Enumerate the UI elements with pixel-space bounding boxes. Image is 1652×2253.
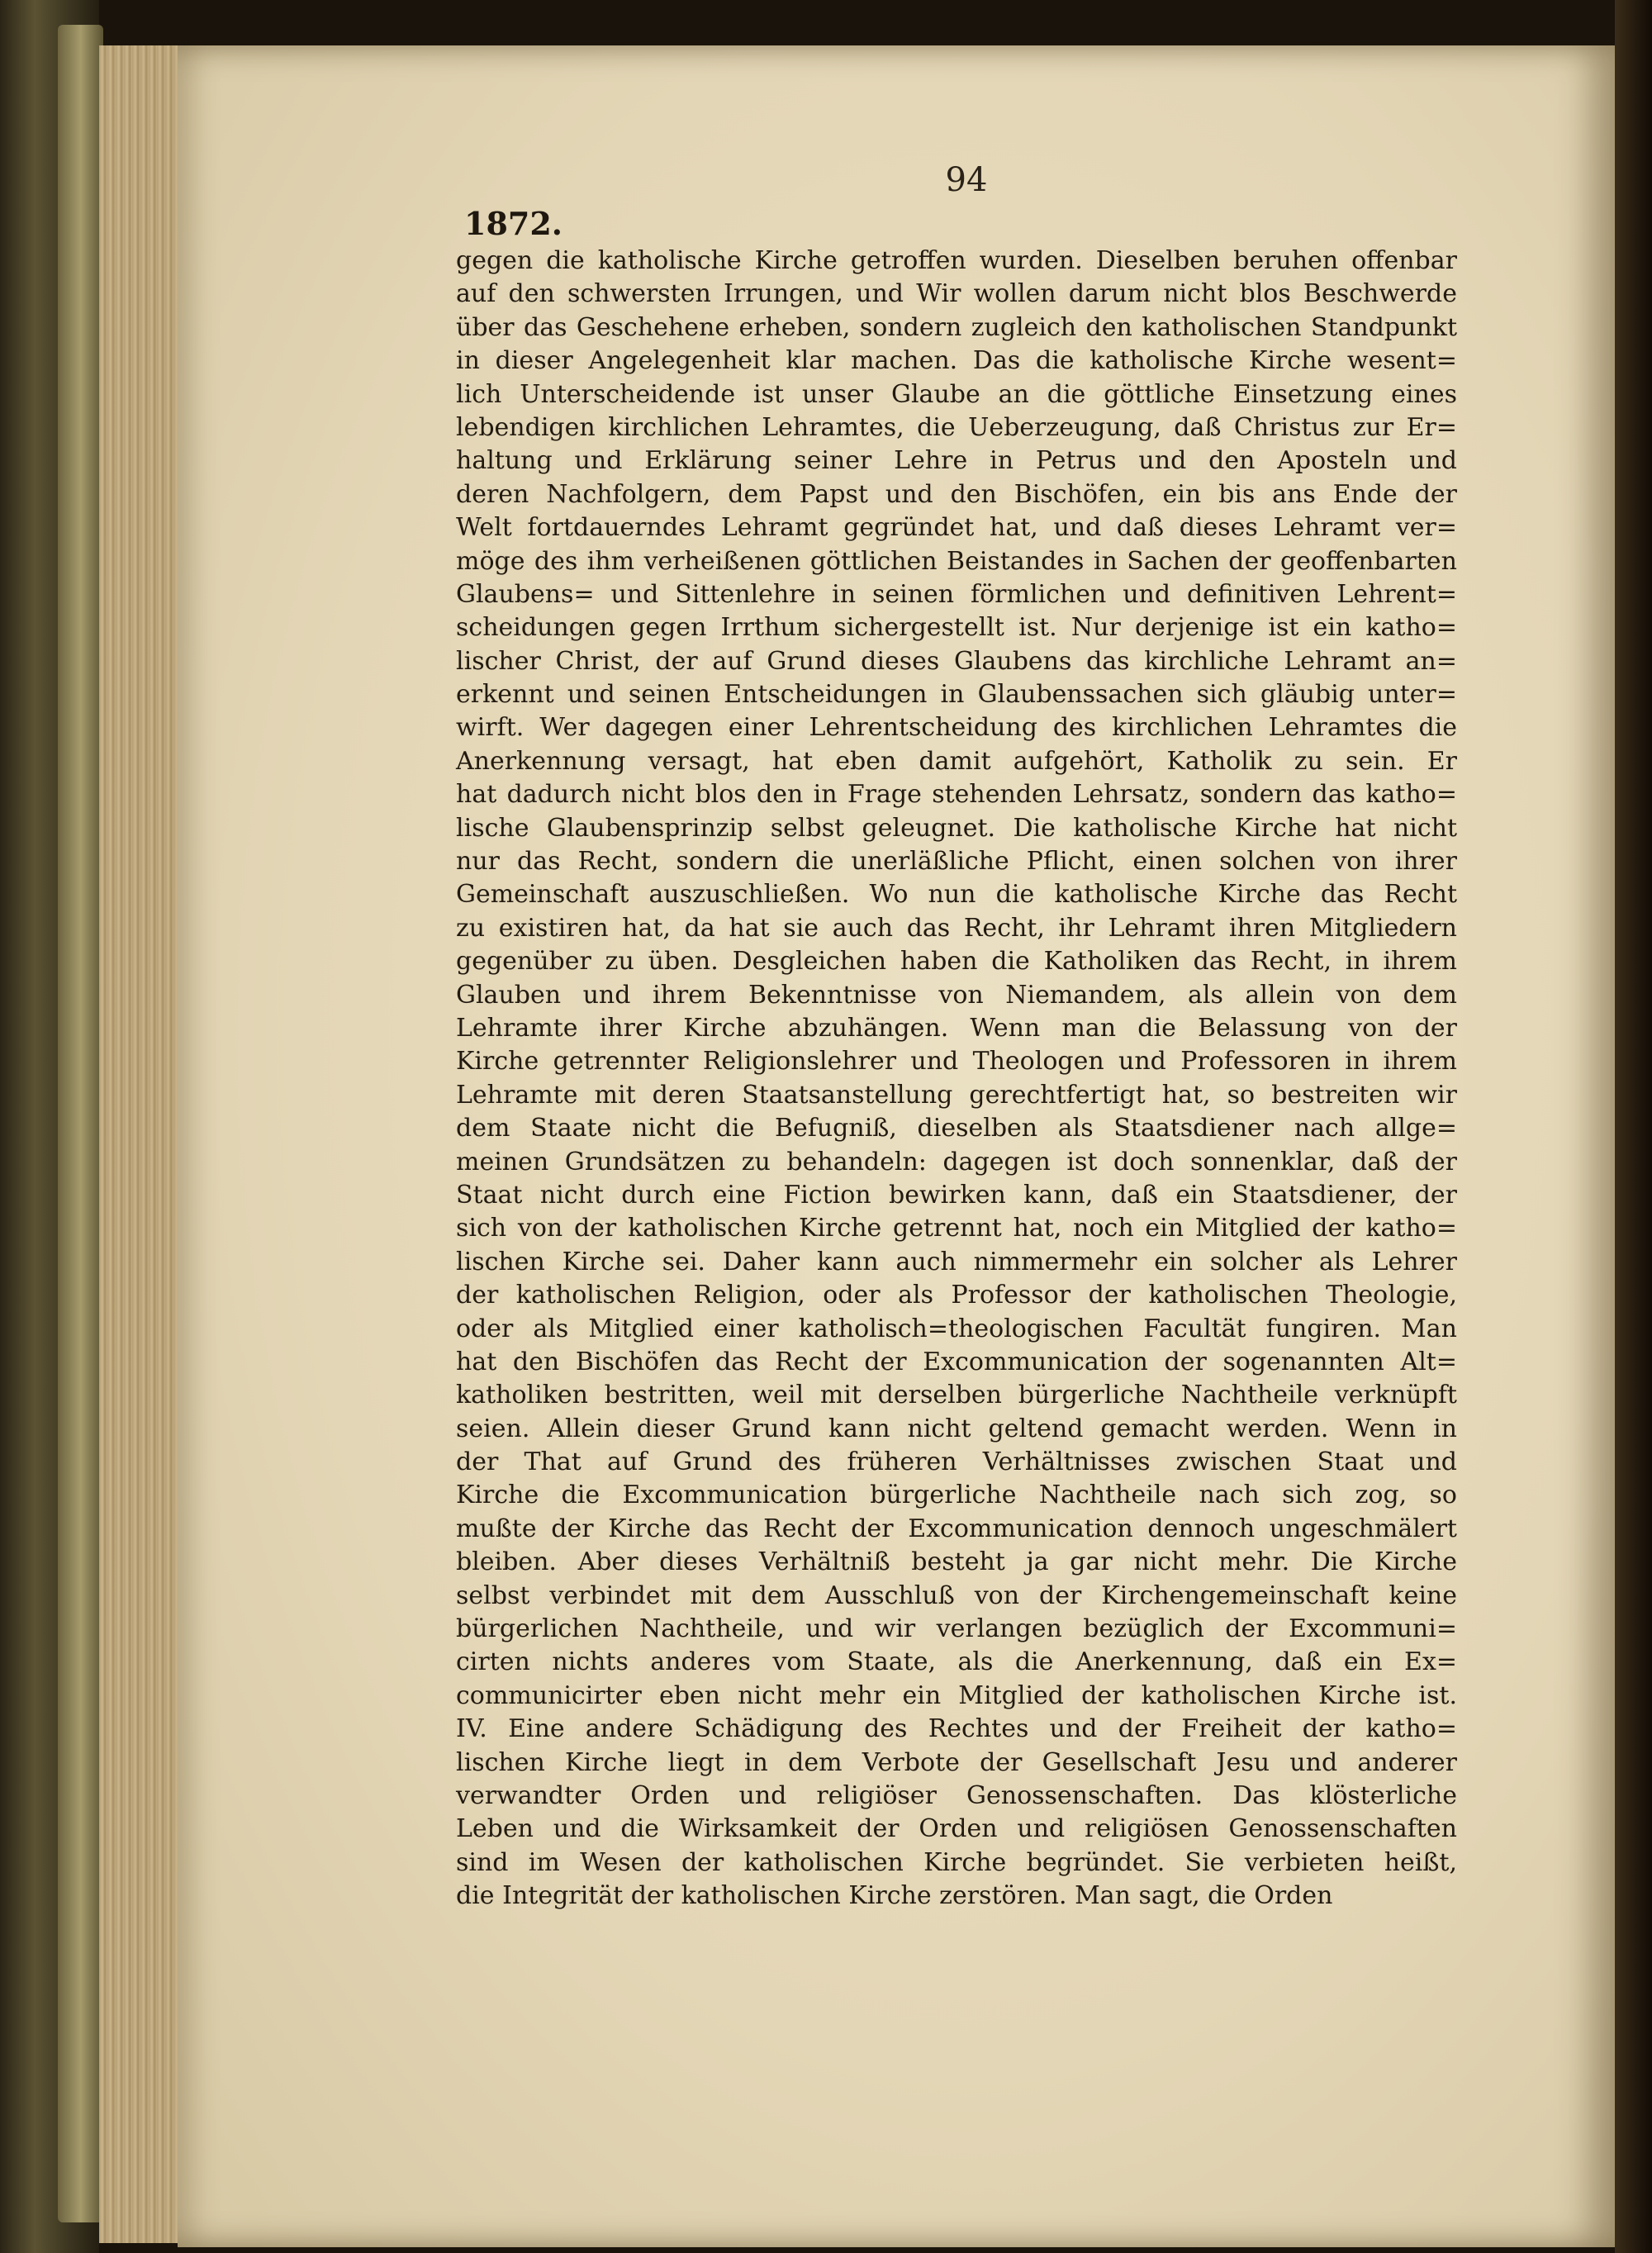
text-line: Kirche die Excommunication bürgerliche Nachtheile nach sich zog, so	[456, 1481, 1457, 1510]
text-line: bürgerlichen Nachtheile, und wir verlangen bezüglich der Excommuni=	[456, 1614, 1457, 1644]
text-line: hat dadurch nicht blos den in Frage stehenden Lehrsatz, sondern das katho=	[456, 780, 1457, 810]
text-line: IV. Eine andere Schädigung des Rechtes und der Freiheit der katho=	[456, 1714, 1457, 1744]
text-line: gegen die katholische Kirche getroffen wurden. Dieselben beruhen offenbar	[456, 246, 1457, 275]
facing-page-shadow	[1615, 0, 1652, 2253]
text-line: Kirche getrennter Religionslehrer und Theologen und Professoren in ihrem	[456, 1047, 1457, 1077]
text-line: selbst verbindet mit dem Ausschluß von der Kirchengemeinschaft keine	[456, 1580, 1457, 1610]
body-text	[456, 245, 1457, 1913]
text-line: cirten nichts anderes vom Staate, als die Anerkennung, daß ein Ex=	[456, 1647, 1457, 1677]
text-line: seien. Allein dieser Grund kann nicht geltend gemacht werden. Wenn in	[456, 1414, 1457, 1443]
text-line: Welt fortdauerndes Lehramt gegründet hat, und daß dieses Lehramt ver=	[456, 513, 1457, 543]
text-line: dem Staate nicht die Befugniß, dieselben als Staatsdiener nach allge=	[456, 1114, 1457, 1143]
text-line: wirft. Wer dagegen einer Lehrentscheidung des kirchlichen Lehramtes die	[456, 713, 1457, 743]
page-number: 94	[945, 161, 988, 199]
text-line: lischen Kirche sei. Daher kann auch nimmermehr ein solcher als Lehrer	[456, 1247, 1457, 1276]
cover-edge	[58, 25, 103, 2222]
text-line: die Integrität der katholischen Kirche zerstören. Man sagt, die Orden	[456, 1881, 1333, 1911]
text-line: haltung und Erklärung seiner Lehre in Petrus und den Aposteln und	[456, 446, 1457, 476]
text-line: oder als Mitglied einer katholisch=theologischen Facultät fungiren. Man	[456, 1314, 1457, 1343]
text-line: sind im Wesen der katholischen Kirche begründet. Sie verbieten heißt,	[456, 1847, 1457, 1877]
text-line: möge des ihm verheißenen göttlichen Beistandes in Sachen der geoffenbarten	[456, 546, 1457, 576]
text-line: in dieser Angelegenheit klar machen. Das die katholische Kirche wesent=	[456, 346, 1457, 376]
text-line: meinen Grundsätzen zu behandeln: dagegen ist doch sonnenklar, daß der	[456, 1147, 1457, 1176]
text-line: nur das Recht, sondern die unerläßliche Pflicht, einen solchen von ihrer	[456, 847, 1457, 877]
text-line: lich Unterscheidende ist unser Glaube an die göttliche Einsetzung eines	[456, 379, 1457, 409]
text-line: mußte der Kirche das Recht der Excommunication dennoch ungeschmälert	[456, 1514, 1457, 1543]
page-stack-edge	[99, 45, 178, 2243]
text-line: erkennt und seinen Entscheidungen in Glaubenssachen sich gläubig unter=	[456, 680, 1457, 710]
text-line: lebendigen kirchlichen Lehramtes, die Ueberzeugung, daß Christus zur Er=	[456, 412, 1457, 442]
text-line: Staat nicht durch eine Fiction bewirken kann, daß ein Staatsdiener, der	[456, 1180, 1457, 1210]
text-line: katholiken bestritten, weil mit derselben bürgerliche Nachtheile verknüpft	[456, 1381, 1457, 1410]
text-line: Leben und die Wirksamkeit der Orden und religiösen Genossenschaften	[456, 1814, 1457, 1844]
text-line: der That auf Grund des früheren Verhältnisses zwischen Staat und	[456, 1447, 1457, 1477]
text-line: der katholischen Religion, oder als Professor der katholischen Theologie,	[456, 1281, 1457, 1310]
text-line: verwandter Orden und religiöser Genossenschaften. Das klösterliche	[456, 1780, 1457, 1810]
text-line: hat den Bischöfen das Recht der Excommunication der sogenannten Alt=	[456, 1347, 1457, 1376]
text-line: zu existiren hat, da hat sie auch das Recht, ihr Lehramt ihren Mitgliedern	[456, 913, 1457, 943]
text-line: auf den schwersten Irrungen, und Wir wollen darum nicht blos Beschwerde	[456, 279, 1457, 309]
text-line: Anerkennung versagt, hat eben damit aufgehört, Katholik zu sein. Er	[456, 746, 1457, 776]
text-line: gegenüber zu üben. Desgleichen haben die Katholiken das Recht, in ihrem	[456, 947, 1457, 977]
text-line: Glaubens= und Sittenlehre in seinen förmlichen und definitiven Lehrent=	[456, 579, 1457, 609]
text-line: scheidungen gegen Irrthum sichergestellt ist. Nur derjenige ist ein katho=	[456, 613, 1457, 643]
text-line: Lehramte mit deren Staatsanstellung gerechtfertigt hat, so bestreiten wir	[456, 1080, 1457, 1110]
text-line: über das Geschehene erheben, sondern zugleich den katholischen Standpunkt	[456, 312, 1457, 342]
text-line: Glauben und ihrem Bekenntnisse von Niemandem, als allein von dem	[456, 980, 1457, 1010]
text-line: lischen Kirche liegt in dem Verbote der Gesellschaft Jesu und anderer	[456, 1747, 1457, 1777]
text-line: Gemeinschaft auszuschließen. Wo nun die katholische Kirche das Recht	[456, 880, 1457, 910]
text-line: lischer Christ, der auf Grund dieses Glaubens das kirchliche Lehramt an=	[456, 646, 1457, 676]
text-line: bleiben. Aber dieses Verhältniß besteht ja gar nicht mehr. Die Kirche	[456, 1547, 1457, 1577]
text-line: deren Nachfolgern, dem Papst und den Bischöfen, ein bis ans Ende der	[456, 479, 1457, 509]
text-line: Lehramte ihrer Kirche abzuhängen. Wenn man die Belassung von der	[456, 1013, 1457, 1043]
text-line: communicirter eben nicht mehr ein Mitglied der katholischen Kirche ist.	[456, 1680, 1457, 1710]
text-line: lische Glaubensprinzip selbst geleugnet. Die katholische Kirche hat nicht	[456, 813, 1457, 843]
year-heading: 1872.	[464, 205, 563, 242]
text-line: sich von der katholischen Kirche getrennt hat, noch ein Mitglied der katho=	[456, 1214, 1457, 1243]
